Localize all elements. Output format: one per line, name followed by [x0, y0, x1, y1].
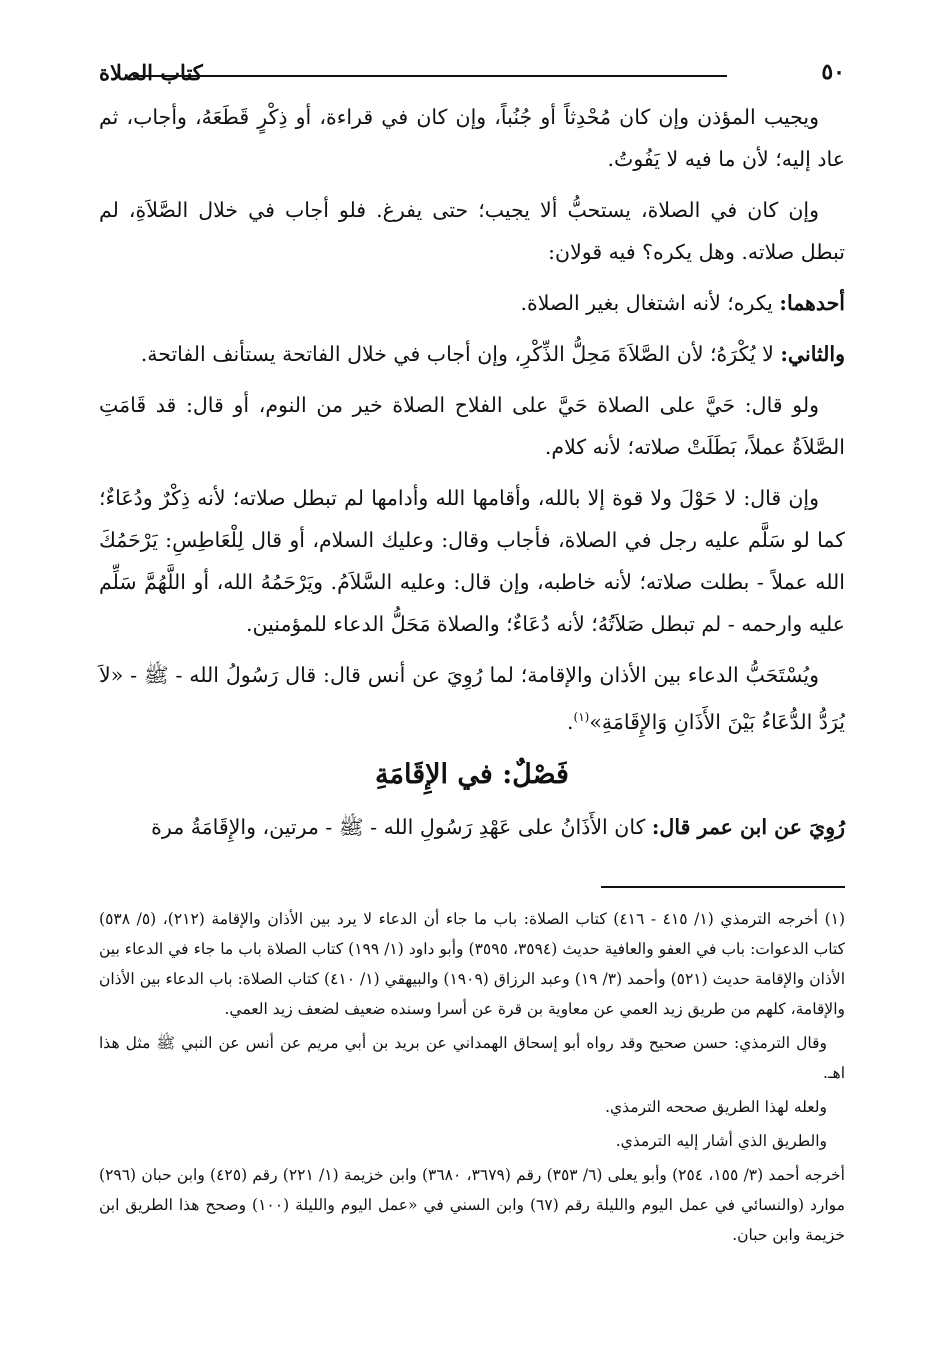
iqama-narrator: رُوِيَ عن ابن عمر قال:: [651, 814, 845, 839]
paragraph-iqama: [99, 806, 845, 848]
second-opinion-label: والثاني:: [780, 342, 845, 366]
header-rule: [133, 75, 727, 77]
page-number: ٥٠: [821, 59, 845, 85]
footnote-1: (١) أخرجه الترمذي (١/ ٤١٥ - ٤١٦) كتاب الصلاة: باب ما جاء أن الدعاء لا يرد بين الأذان والإقامة (٢١٢)، (٥/ ٥٣٨) كتاب الدعوات: باب في العفو والعافية حديث (٣٥٩٤، ٣٥٩٥) وأبو داود (١/ ١٩٩) كتاب الصلاة باب ما جاء في الدعاء بين الأذان والإقامة حديث (٥٢١) وأحمد (٣/ ١٩) وعبد الرزاق (١٩٠٩) والبيهقي (١/ ٤١٠) كتاب الصلاة: باب الدعاء بين الأذان والإقامة، كلهم من طريق زيد العمي عن معاوية بن قرة عن أسرا وسنده ضعيف لضعف زيد العمي.: [99, 910, 846, 1018]
page-header: [99, 54, 845, 90]
footnote-authentication: ولعله لهذا الطريق صححه الترمذي.: [605, 1098, 827, 1116]
paragraph-second-opinion: [99, 333, 845, 375]
first-opinion-label: أحدهما:: [779, 291, 845, 315]
second-opinion-text: لا يُكْرَهُ؛ لأن الصَّلاَةَ مَحِلُّ الذِّكْرِ، وإن أجاب في خلال الفاتحة يستأنف الفاتحة.: [140, 342, 781, 366]
footnote-sources: أخرجه أحمد (٣/ ١٥٥، ٢٥٤) وأبو يعلى (٦/ ٣٥٣) رقم (٣٦٧٩، ٣٦٨٠) وابن خزيمة (١/ ٢٢١) رقم (٤٢٥) وابن حبان (٢٩٦) موارد (والنسائي في عمل اليوم والليلة رقم (٦٧) وابن السني في «عمل اليوم والليلة (١٠٠) وصحح هذا الطريق ابن خزيمة وابن حبان.: [99, 1166, 845, 1244]
paragraph-dhikr: وإن قال: لا حَوْلَ ولا قوة إلا بالله، وأقامها الله وأدامها لم تبطل صلاته؛ لأنه ذِكْرٌ ودُعَاءٌ؛ كما لو سَلَّم عليه رجل في الصلاة، فأجاب وقال: وعليك السلام، أو قال لِلْعَاطِسِ: يَرْحَمُكَ الله عملاً - بطلت صلاته؛ لأنه خاطبه، وإن قال: وعليه السَّلاَمُ. ويَرْحَمُهُ الله، أو اللَّهُمَّ سَلِّم عليه وارحمه - لم تبطل صَلاَتُهُ؛ لأنه دُعَاءٌ؛ والصلاة مَحَلُّ الدعاء للمؤمنين.: [99, 486, 845, 636]
section-heading: فَصْلٌ: في الإِقَامَةِ: [375, 758, 569, 790]
footnote-route: والطريق الذي أشار إليه الترمذي.: [615, 1132, 827, 1150]
paragraph-first-opinion: [99, 282, 845, 324]
footnote-tirmidhi-comment: وقال الترمذي: حسن صحيح وقد رواه أبو إسحاق الهمداني عن بريد بن أبي مريم عن أنس عن النبي ﷺ مثل هذا اهـ.: [99, 1034, 845, 1082]
main-text: [99, 96, 845, 857]
footnote-reference: (١): [573, 710, 590, 724]
footnote-divider: [601, 886, 845, 888]
running-title: كتاب الصلاة: [99, 59, 203, 85]
dua-end: .: [567, 709, 574, 734]
paragraph-in-prayer: وإن كان في الصلاة، يستحبُّ ألا يجيب؛ حتى يفرغ. فلو أجاب في خلال الصَّلاَةِ، لم تبطل صلاته. وهل يكره؟ فيه قولان:: [99, 198, 845, 264]
paragraph-muezzin: ويجيب المؤذن وإن كان مُحْدِثاً أو جُنُباً، وإن كان في قراءة، أو ذِكْرٍ قَطَعَهُ، وأجاب، ثم عاد إليه؛ لأن ما فيه لا يَفُوتُ.: [99, 105, 845, 171]
footnotes: [99, 904, 845, 1254]
paragraph-adhan-words: ولو قال: حَيَّ على الصلاة حَيَّ على الفلاح الصلاة خير من النوم، أو قال: قد قَامَتِ الصَّلاَةُ عملاً، بَطَلَتْ صلاته؛ لأنه كلام.: [99, 393, 845, 459]
dua-text: ويُسْتَحَبُّ الدعاء بين الأذان والإقامة؛ لما رُوِيَ عن أنس قال: قال رَسُولُ الله - ﷺ - «لاَ يُرَدُّ الدُّعَاءُ بَيْنَ الأَذَانِ وَالإِقَامَةِ»: [99, 663, 845, 734]
first-opinion-text: يكره؛ لأنه اشتغال بغير الصلاة.: [520, 291, 780, 315]
iqama-text: كان الأَذَانُ على عَهْدِ رَسُولِ الله - ﷺ - مرتين، والإِقَامَةُ مرة: [151, 814, 652, 839]
paragraph-dua: [99, 654, 845, 743]
